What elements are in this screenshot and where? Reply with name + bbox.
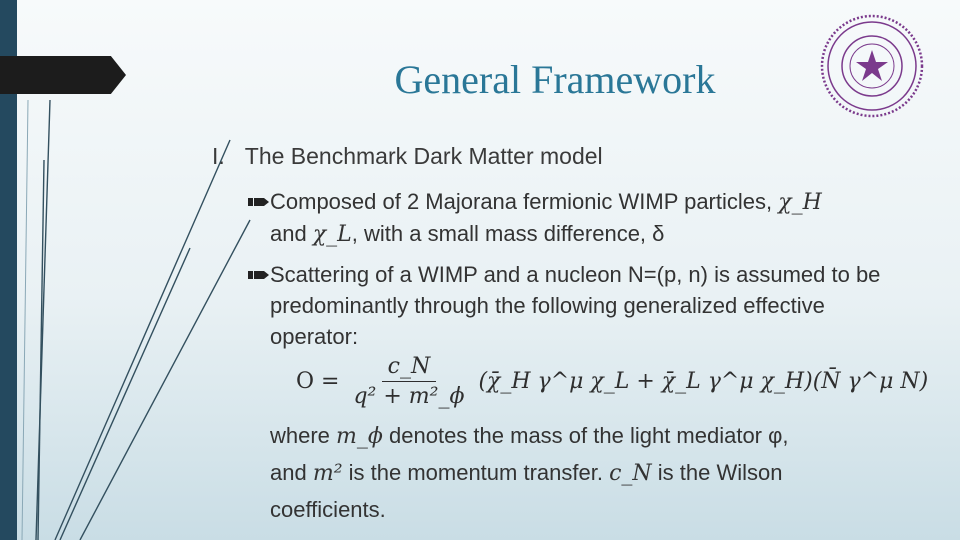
explanation-text: where bbox=[270, 423, 337, 448]
bullet-1-line1: Composed of 2 Majorana fermionic WIMP particles, bbox=[270, 189, 779, 214]
section-heading bbox=[212, 143, 603, 170]
slide-title: General Framework bbox=[394, 57, 716, 102]
bullet-1-line2b: , with a small mass difference, δ bbox=[351, 221, 665, 246]
explanation-text: denotes the mass of the light mediator φ, bbox=[382, 423, 789, 448]
effective-operator-equation bbox=[296, 346, 928, 416]
m-phi-symbol: m_ϕ bbox=[336, 424, 383, 449]
arrow-bullet-icon bbox=[248, 269, 270, 281]
bullet-item bbox=[248, 186, 888, 250]
equation-numerator: c_N bbox=[382, 354, 437, 382]
explanation-paragraph bbox=[270, 418, 870, 528]
heading-text: The Benchmark Dark Matter model bbox=[244, 143, 603, 169]
equation-rhs: (χ̄_H γ^μ χ_L + χ̄_L γ^μ χ_H)(N̄ γ^μ N) bbox=[478, 368, 929, 394]
explanation-text: is the Wilson coefficients. bbox=[270, 460, 783, 522]
chi-h-symbol: χ_H bbox=[778, 190, 822, 215]
bullet-2-text: Scattering of a WIMP and a nucleon N=(p, n) is assumed to be predominantly through the following generalized effective operator: bbox=[270, 262, 881, 349]
bullet-item bbox=[248, 259, 888, 352]
explanation-text: is the momentum transfer. bbox=[342, 460, 610, 485]
university-seal-icon bbox=[818, 12, 926, 120]
equation-lhs: O = bbox=[296, 368, 340, 394]
c-n-symbol: c_N bbox=[609, 461, 652, 486]
arrow-bullet-icon bbox=[248, 196, 270, 208]
bullet-1-line2a: and bbox=[270, 221, 313, 246]
chi-l-symbol: χ_L bbox=[312, 222, 352, 247]
explanation-text: and bbox=[270, 460, 313, 485]
decorative-lines bbox=[0, 0, 260, 540]
m-squared-symbol: m² bbox=[312, 461, 343, 486]
equation-fraction bbox=[349, 354, 468, 409]
heading-number: I. bbox=[212, 143, 225, 169]
equation-denominator: q² + m²_ϕ bbox=[353, 383, 465, 409]
